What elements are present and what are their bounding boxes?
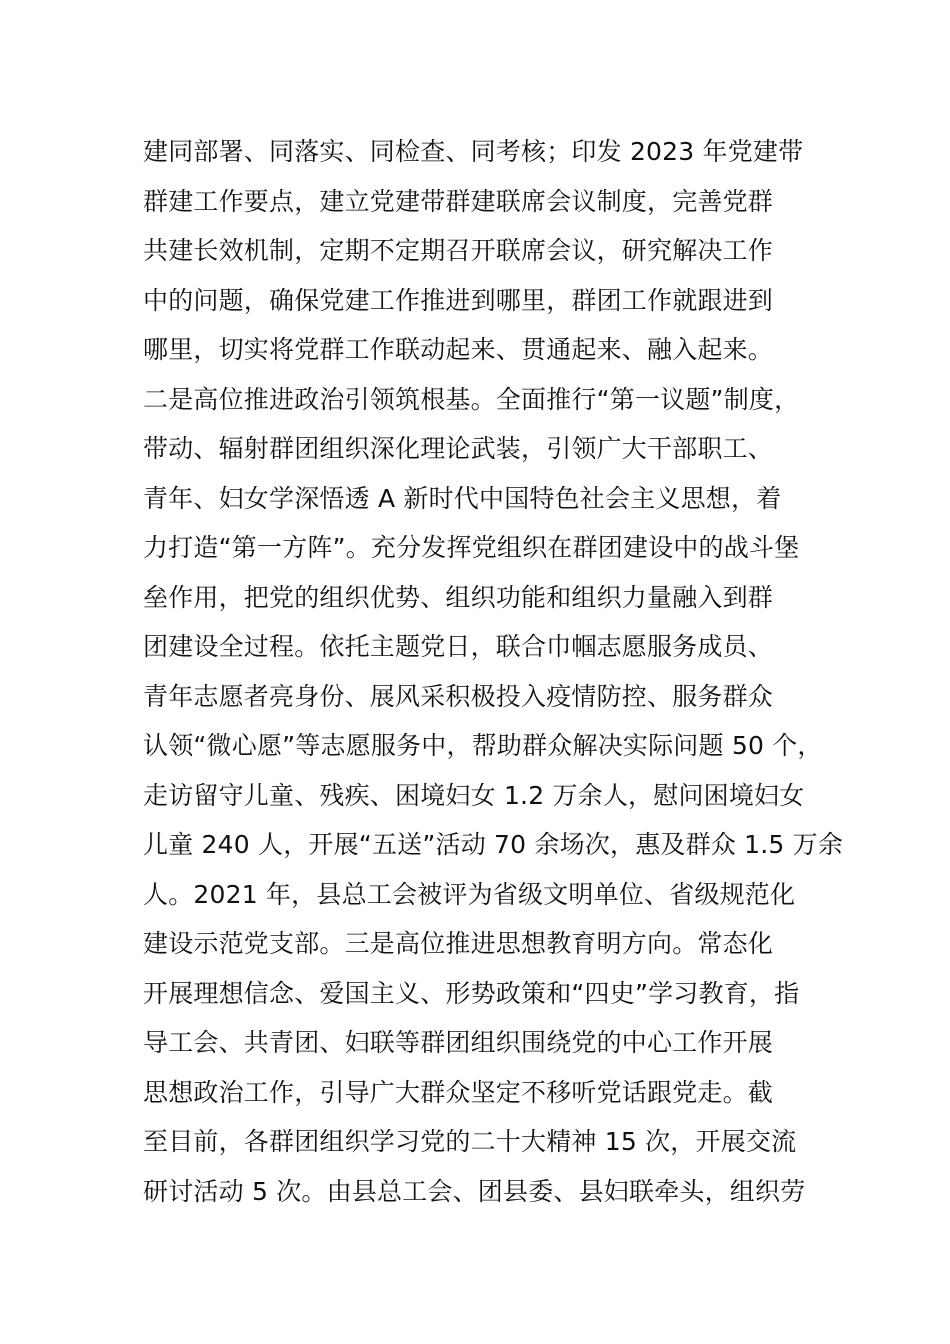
text-line: 垒作用，把党的组织优势、组织功能和组织力量融入到群 [143, 582, 774, 612]
body-paragraph [143, 127, 844, 1216]
text-line: 建同部署、同落实、同检查、同考核；印发 2023 年党建带 [143, 137, 804, 166]
text-line: 走访留守儿童、残疾、困境妇女 1.2 万余人，慰问困境妇女 [143, 780, 805, 810]
text-line: 儿童 240 人，开展“五送”活动 70 余场次，惠及群众 1.5 万余 [143, 830, 844, 859]
text-line: 人。2021 年，县总工会被评为省级文明单位、省级规范化 [143, 879, 796, 909]
text-line: 带动、辐射群团组织深化理论武装，引领广大干部职工、 [143, 434, 774, 463]
text-line: 思想政治工作，引导广大群众坚定不移听党话跟党走。截 [143, 1077, 774, 1107]
text-line: 哪里，切实将党群工作联动起来、贯通起来、融入起来。 [143, 335, 774, 364]
text-line: 建设示范党支部。三是高位推进思想教育明方向。常态化 [143, 929, 774, 958]
text-line: 群建工作要点，建立党建带群建联席会议制度，完善党群 [143, 186, 774, 216]
text-line: 至目前，各群团组织学习党的二十大精神 15 次，开展交流 [143, 1127, 797, 1156]
text-line: 共建长效机制，定期不定期召开联席会议，研究解决工作 [143, 236, 774, 265]
text-line: 二是高位推进政治引领筑根基。全面推行“第一议题”制度， [143, 384, 800, 414]
text-line: 青年、妇女学深悟透 A 新时代中国特色社会主义思想，着 [143, 483, 782, 513]
text-line: 开展理想信念、爱国主义、形势政策和“四史”学习教育，指 [143, 978, 800, 1008]
text-line: 团建设全过程。依托主题党日，联合巾帼志愿服务成员、 [143, 632, 774, 661]
text-line: 青年志愿者亮身份、展风采积极投入疫情防控、服务群众 [143, 681, 774, 711]
text-line: 研讨活动 5 次。由县总工会、团县委、县妇联牵头，组织劳 [143, 1176, 806, 1206]
text-line: 力打造“第一方阵”。充分发挥党组织在群团建设中的战斗堡 [143, 533, 800, 562]
text-line: 导工会、共青团、妇联等群团组织围绕党的中心工作开展 [143, 1028, 774, 1057]
text-line: 认领“微心愿”等志愿服务中，帮助群众解决实际问题 50 个， [143, 731, 823, 760]
text-line: 中的问题，确保党建工作推进到哪里，群团工作就跟进到 [143, 285, 774, 315]
